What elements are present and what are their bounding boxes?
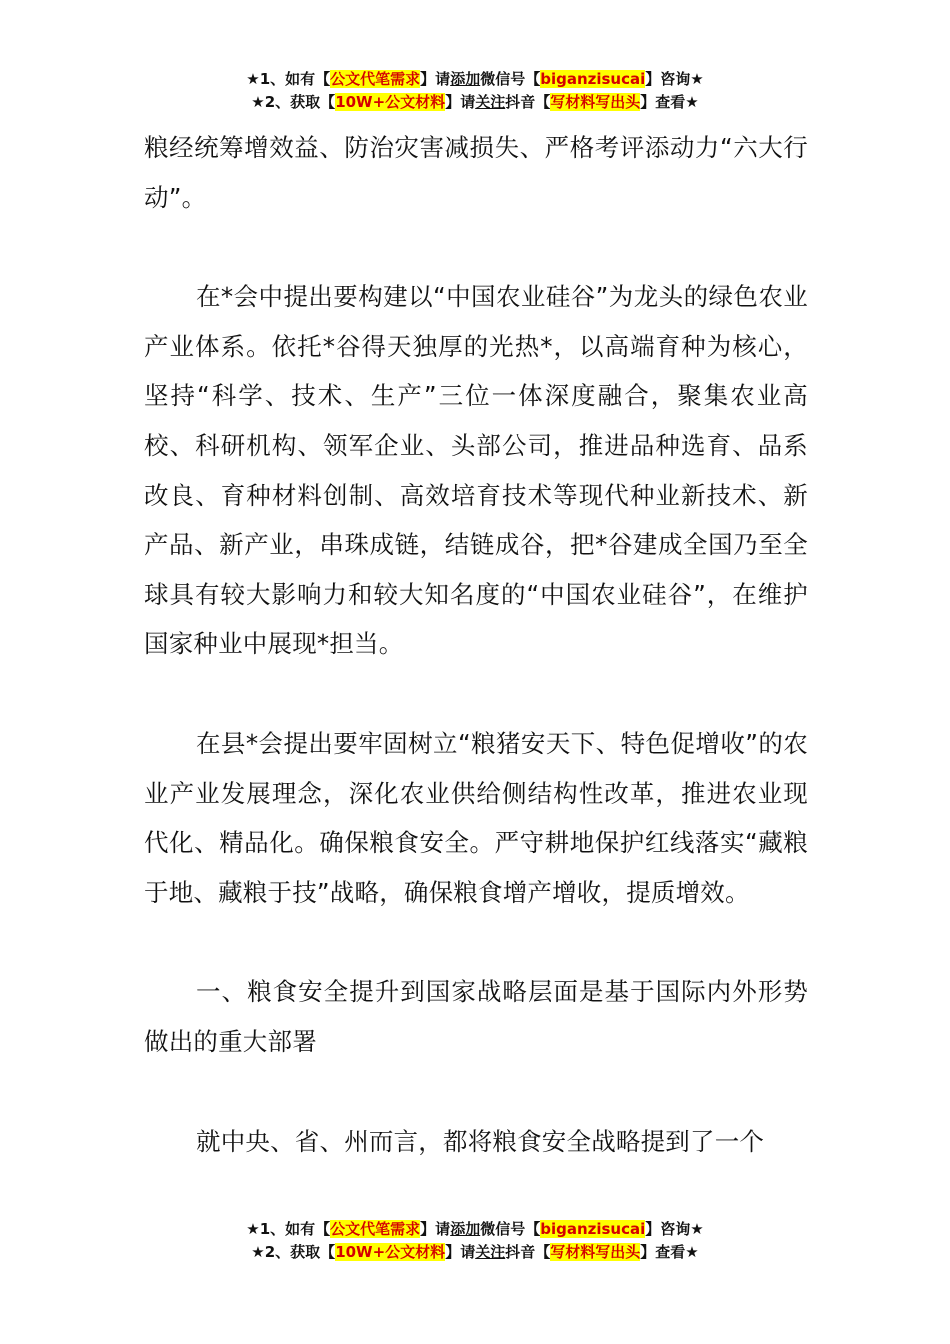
banner-text: 】查看★: [640, 93, 699, 111]
banner-line-2: [0, 91, 950, 114]
banner-text: 抖音【: [505, 1243, 551, 1261]
underlined-word: 关注: [475, 1243, 506, 1261]
paragraph-continued: 粮经统筹增效益、防治灾害减损失、严格考评添动力“六大行动”。: [144, 133, 808, 212]
paragraph-truncated: 就中央、省、州而言，都将粮食安全战略提到了一个: [196, 1126, 765, 1156]
paragraph-gap: [144, 1067, 808, 1117]
banner-line-1: [0, 68, 950, 91]
banner-text: 微信号【: [480, 1220, 541, 1238]
paragraph-agri-silicon-valley: 在*会中提出要构建以“中国农业硅谷”为龙头的绿色农业产业体系。依托*谷得天独厚的光热*，以高端育种为核心，坚持“科学、技术、生产”三位一体深度融合，聚集农业高校、科研机构、领军企业、头部公司，推进品种选育、品系改良、育种材料创制、高效培育技术等现代种业新技术、新产品、新产业，串珠成链，结链成谷，把*谷建成全国乃至全球具有较大影响力和较大知名度的“中国农业硅谷”，在维护国家种业中展现*担当。: [144, 282, 808, 659]
banner-text: 】请: [445, 1243, 476, 1261]
banner-text: 抖音【: [505, 93, 551, 111]
banner-text: ★1、如有【: [246, 1220, 331, 1238]
paragraph-county-meeting: 在县*会提出要牢固树立“粮猪安天下、特色促增收”的农业产业发展理念，深化农业供给侧结构性改革，推进农业现代化、精品化。确保粮食安全。严守耕地保护红线落实“藏粮于地、藏粮于技”战略，确保粮食增产增收，提质增效。: [144, 728, 808, 907]
banner-text: ★2、获取【: [251, 1243, 336, 1261]
section-heading-one: 一、粮食安全提升到国家战略层面是基于国际内外形势做出的重大部署: [144, 977, 808, 1056]
banner-text: 】请: [420, 1220, 451, 1238]
highlight-service: 公文代笔需求: [330, 70, 421, 88]
footer-banner: [0, 1218, 950, 1264]
banner-line-2: [0, 1241, 950, 1264]
highlight-wechat-id: biganzisucai: [540, 1220, 646, 1238]
banner-text: 微信号【: [480, 70, 541, 88]
underlined-word: 添加: [450, 70, 481, 88]
paragraph-gap: [144, 222, 808, 272]
banner-line-1: [0, 1218, 950, 1241]
paragraph-gap: [144, 917, 808, 967]
header-banner: [0, 68, 950, 114]
paragraph-gap: [144, 669, 808, 719]
highlight-douyin-account: 写材料写出头: [550, 1243, 641, 1261]
banner-text: 】查看★: [640, 1243, 699, 1261]
highlight-service: 公文代笔需求: [330, 1220, 421, 1238]
underlined-word: 添加: [450, 1220, 481, 1238]
document-body: [144, 123, 808, 1166]
banner-text: ★2、获取【: [251, 93, 336, 111]
highlight-materials: 10W+公文材料: [335, 1243, 446, 1261]
highlight-materials: 10W+公文材料: [335, 93, 446, 111]
highlight-wechat-id: biganzisucai: [540, 70, 646, 88]
highlight-douyin-account: 写材料写出头: [550, 93, 641, 111]
banner-text: 】请: [420, 70, 451, 88]
banner-text: 】咨询★: [645, 70, 704, 88]
banner-text: ★1、如有【: [246, 70, 331, 88]
banner-text: 】请: [445, 93, 476, 111]
underlined-word: 关注: [475, 93, 506, 111]
banner-text: 】咨询★: [645, 1220, 704, 1238]
